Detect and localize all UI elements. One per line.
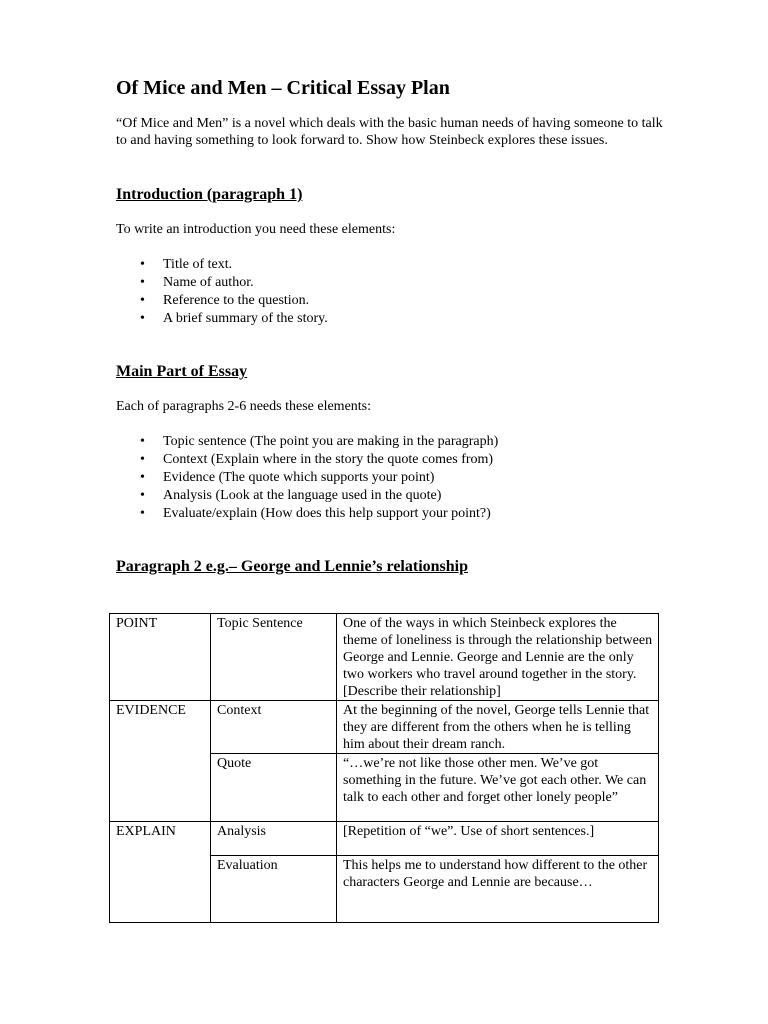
list-item: • Topic sentence (The point you are making in the paragraph) xyxy=(163,433,676,451)
main-part-heading: Main Part of Essay xyxy=(116,363,248,380)
analysis-text: [Repetition of “we”. Use of short sentences.] xyxy=(337,822,659,856)
context-label: Context xyxy=(211,701,337,754)
list-item: • Title of text. xyxy=(163,256,676,274)
point-label: POINT xyxy=(110,614,211,701)
essay-question: “Of Mice and Men” is a novel which deals with the basic human needs of having someone to talk to and having something to look forward to. Show how Steinbeck explores these issues. xyxy=(116,116,663,148)
list-item: • Evidence (The quote which supports your point) xyxy=(163,469,676,487)
table-row xyxy=(110,614,659,701)
paragraph-2-heading: Paragraph 2 e.g.– George and Lennie’s relationship xyxy=(116,558,468,575)
evidence-label: EVIDENCE xyxy=(110,701,211,822)
list-item: • A brief summary of the story. xyxy=(163,310,676,328)
evaluation-label: Evaluation xyxy=(211,856,337,923)
document-title: Of Mice and Men – Critical Essay Plan xyxy=(116,77,450,99)
list-item: • Analysis (Look at the language used in the quote) xyxy=(163,487,676,505)
table-row xyxy=(110,822,659,856)
topic-sentence-text: One of the ways in which Steinbeck explores the theme of loneliness is through the relationship between George and Lennie. George and Lennie are the only two workers who travel around together in the story. [Describe their relationship] xyxy=(337,614,659,701)
list-item: • Context (Explain where in the story the quote comes from) xyxy=(163,451,676,469)
quote-label: Quote xyxy=(211,754,337,822)
document-page xyxy=(116,74,676,577)
main-part-list xyxy=(116,433,676,523)
main-part-lead: Each of paragraphs 2-6 needs these elements: xyxy=(116,399,372,414)
list-item: • Reference to the question. xyxy=(163,292,676,310)
evaluation-text: This helps me to understand how different to the other characters George and Lennie are because… xyxy=(337,856,659,923)
topic-sentence-label: Topic Sentence xyxy=(211,614,337,701)
list-item: • Name of author. xyxy=(163,274,676,292)
list-item: • Evaluate/explain (How does this help support your point?) xyxy=(163,505,676,523)
quote-text: “…we’re not like those other men. We’ve got something in the future. We’ve got each other. We can talk to each other and forget other lonely people” xyxy=(337,754,659,822)
context-text: At the beginning of the novel, George tells Lennie that they are different from the others when he is telling him about their dream ranch. xyxy=(337,701,659,754)
table-row xyxy=(110,701,659,754)
analysis-label: Analysis xyxy=(211,822,337,856)
introduction-list xyxy=(116,256,676,328)
explain-label: EXPLAIN xyxy=(110,822,211,923)
introduction-lead: To write an introduction you need these elements: xyxy=(116,222,396,237)
introduction-heading: Introduction (paragraph 1) xyxy=(116,186,303,203)
essay-plan-table xyxy=(109,613,659,923)
